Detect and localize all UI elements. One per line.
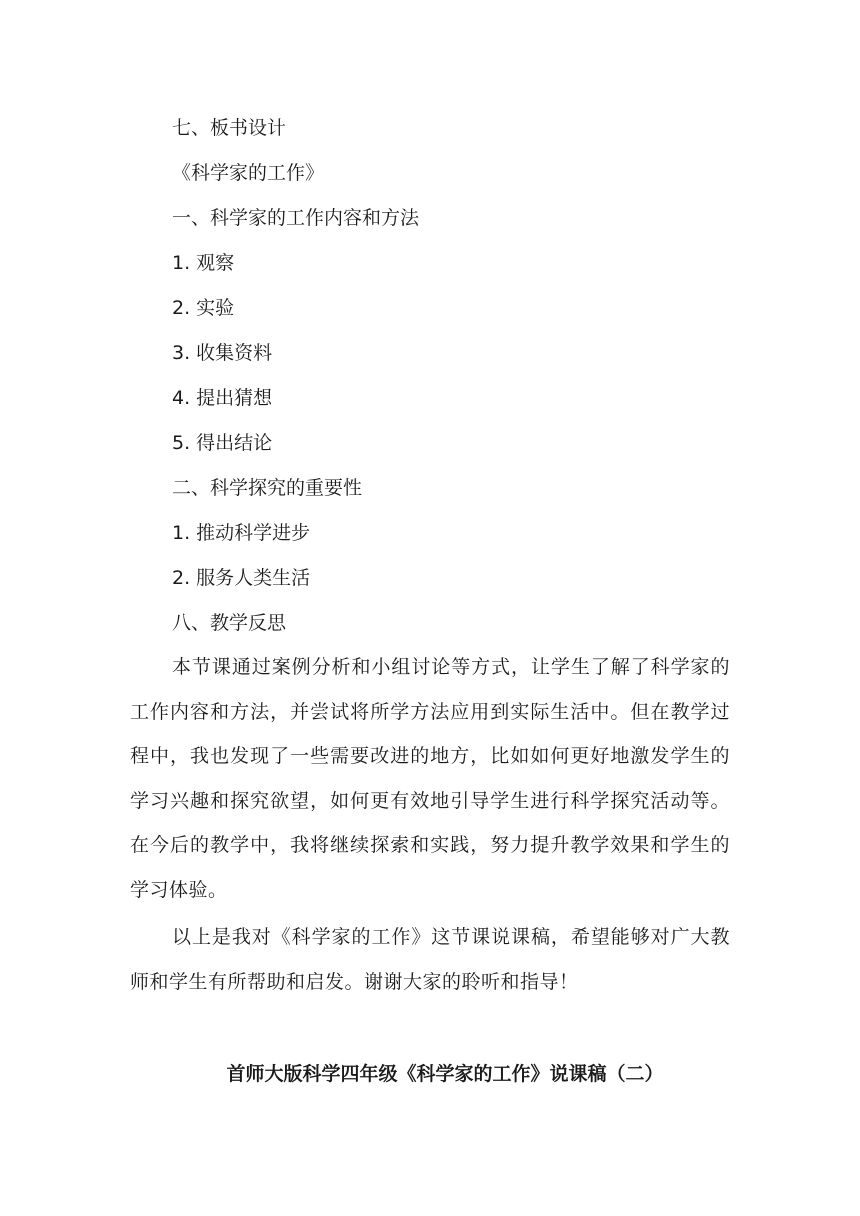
list-item: 5. 得出结论 (172, 432, 273, 454)
list-item: 1. 推动科学进步 (172, 522, 311, 544)
next-document-title: 首师大版科学四年级《科学家的工作》说课稿（二） (226, 1063, 664, 1085)
list-item: 2. 服务人类生活 (172, 567, 311, 589)
part-1-heading: 一、科学家的工作内容和方法 (172, 207, 420, 229)
part-2-heading: 二、科学探究的重要性 (172, 477, 363, 499)
list-item: 2. 实验 (172, 297, 235, 319)
section-7-heading: 七、板书设计 (172, 117, 287, 139)
closing-paragraph: 以上是我对《科学家的工作》这节课说课稿，希望能够对广大教师和学生有所帮助和启发。谢谢大家的聆听和指导！ (130, 926, 730, 993)
reflection-paragraph: 本节课通过案例分析和小组讨论等方式，让学生了解了科学家的工作内容和方法，并尝试将所学方法应用到实际生活中。但在教学过程中，我也发现了一些需要改进的地方，比如如何更好地激发学生的学习兴趣和探究欲望，如何更有效地引导学生进行科学探究活动等。在今后的教学中，我将继续探索和实践，努力提升教学效果和学生的学习体验。 (130, 656, 730, 901)
list-item: 1. 观察 (172, 252, 235, 274)
list-item: 3. 收集资料 (172, 342, 273, 364)
list-item: 4. 提出猜想 (172, 387, 273, 409)
board-title: 《科学家的工作》 (172, 162, 325, 184)
section-8-heading: 八、教学反思 (172, 612, 287, 634)
